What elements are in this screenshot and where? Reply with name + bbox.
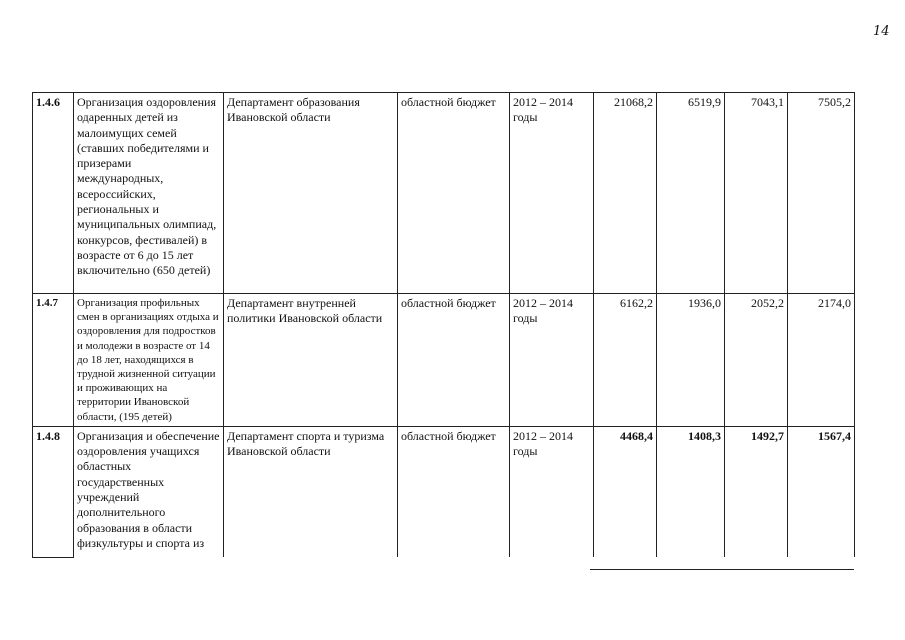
total-amount: 21068,2 (594, 93, 657, 294)
period: 2012 – 2014 годы (510, 93, 594, 294)
table-bottom-border (590, 569, 854, 570)
funding-source: областной бюджет (398, 294, 510, 427)
responsible-department: Департамент образования Ивановской области (224, 93, 398, 294)
item-number: 1.4.6 (33, 93, 74, 294)
table-row (33, 426, 855, 557)
responsible-department: Департамент спорта и туризма Ивановской области (224, 426, 398, 557)
amount-2013: 1492,7 (725, 426, 788, 557)
amount-2014: 7505,2 (788, 93, 855, 294)
amount-2012: 6519,9 (657, 93, 725, 294)
responsible-department: Департамент внутренней политики Ивановской области (224, 294, 398, 427)
item-number: 1.4.7 (33, 294, 74, 427)
amount-2012: 1936,0 (657, 294, 725, 427)
period: 2012 – 2014 годы (510, 426, 594, 557)
amount-2013: 7043,1 (725, 93, 788, 294)
amount-2012: 1408,3 (657, 426, 725, 557)
period: 2012 – 2014 годы (510, 294, 594, 427)
program-activities-table (32, 92, 855, 558)
table-row (33, 93, 855, 294)
activity-name: Организация и обеспечение оздоровления учащихся областных государственных учреждений дополнительного образования в области физкультуры и спорта из (74, 426, 224, 557)
total-amount: 4468,4 (594, 426, 657, 557)
item-number: 1.4.8 (33, 426, 74, 557)
funding-source: областной бюджет (398, 426, 510, 557)
amount-2013: 2052,2 (725, 294, 788, 427)
page-number: 14 (873, 24, 890, 39)
table-row (33, 294, 855, 427)
activity-name: Организация профильных смен в организациях отдыха и оздоровления для подростков и молодежи в возрасте от 14 до 18 лет, находящихся в трудной жизненной ситуации и проживающих на территории Ивановской области, (195 детей) (74, 294, 224, 427)
total-amount: 6162,2 (594, 294, 657, 427)
amount-2014: 2174,0 (788, 294, 855, 427)
funding-source: областной бюджет (398, 93, 510, 294)
amount-2014: 1567,4 (788, 426, 855, 557)
activity-name: Организация оздоровления одаренных детей из малоимущих семей (ставших победителями и призерами международных, всероссийских, региональных и муниципальных олимпиад, конкурсов, фестивалей) в возрасте от 6 до 15 лет включительно (650 детей) (74, 93, 224, 294)
